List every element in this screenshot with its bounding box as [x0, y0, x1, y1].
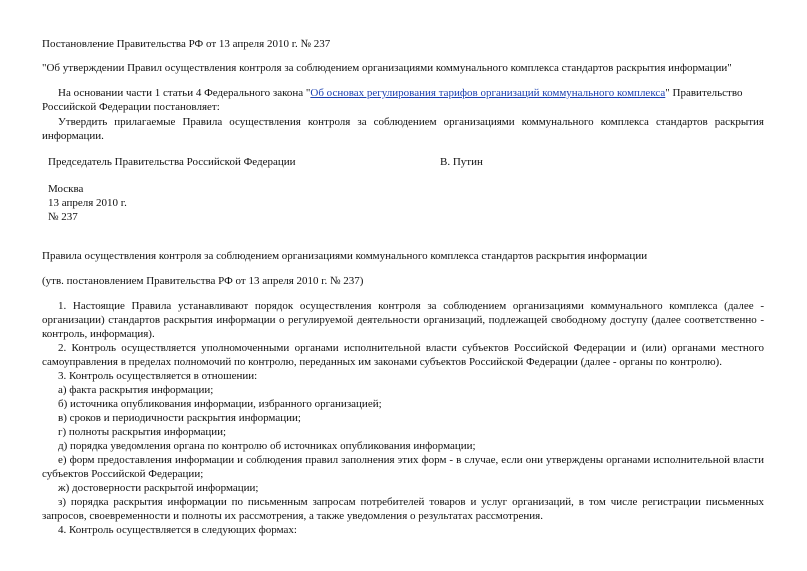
signature-name: В. Путин [440, 156, 483, 168]
place-city: Москва [48, 183, 84, 195]
rule-3: 3. Контроль осуществляется в отношении: [58, 370, 258, 382]
signature-position: Председатель Правительства Российской Федерации [48, 156, 296, 168]
rule-3-item-zh: ж) достоверности раскрытой информации; [58, 482, 259, 494]
rule-1-line-1: 1. Настоящие Правила устанавливают порядок осуществления контроля за соблюдением организациями коммунального комплекса (далее - [58, 300, 764, 312]
rule-4: 4. Контроль осуществляется в следующих формах: [58, 524, 297, 536]
place-date: 13 апреля 2010 г. [48, 197, 127, 209]
document-title: Постановление Правительства РФ от 13 апреля 2010 г. № 237 [42, 38, 331, 50]
rule-3-item-d: д) порядка уведомления органа по контролю об источниках опубликования информации; [58, 440, 476, 452]
rule-3-item-v: в) сроков и периодичности раскрытия информации; [58, 412, 301, 424]
rules-title: Правила осуществления контроля за соблюдением организациями коммунального комплекса стандартов раскрытия информации [42, 250, 648, 262]
rule-3-item-g: г) полноты раскрытия информации; [58, 426, 227, 438]
intro-paragraph-2: Утвердить прилагаемые Правила осуществления контроля за соблюдением организациями коммунального комплекса стандартов раскрытия [58, 116, 764, 128]
rule-1-line-2: организации) стандартов раскрытия информации о регулируемой деятельности организаций, подлежащей свободному доступу (далее соответственно - [42, 314, 764, 326]
rule-3-item-a: а) факта раскрытия информации; [58, 384, 214, 396]
intro-text-suffix: " Правительство [665, 87, 743, 99]
rule-3-item-e-line-1: е) форм предоставления информации и соблюдения правил заполнения этих форм - в случае, если они утверждены органами исполнительной власти [58, 454, 764, 466]
rule-3-item-z-line-1: з) порядка раскрытия информации по письменным запросам потребителей товаров и услуг организаций, в том числе регистрации письменных [58, 496, 764, 508]
rule-3-item-z-line-2: запросов, своевременности и полноты их рассмотрения, а также уведомления о результатах рассмотрения. [42, 510, 543, 522]
rule-3-item-e-line-2: субъектов Российской Федерации; [42, 468, 204, 480]
rules-approved-note: (утв. постановлением Правительства РФ от 13 апреля 2010 г. № 237) [42, 275, 364, 287]
intro-text-prefix: На основании части 1 статьи 4 Федерального закона " [58, 87, 311, 99]
intro-paragraph-1-line-2: Российской Федерации постановляет: [42, 101, 220, 113]
document-number: № 237 [48, 211, 78, 223]
rule-1-line-3: контроль, информация). [42, 328, 155, 340]
federal-law-link[interactable]: Об основах регулирования тарифов организаций коммунального комплекса [310, 87, 666, 99]
document-subtitle: "Об утверждении Правил осуществления контроля за соблюдением организациями коммунального комплекса стандартов раскрытия информации" [42, 62, 732, 74]
intro-paragraph-2-line-2: информации. [42, 130, 104, 142]
intro-paragraph-1 [58, 86, 742, 100]
rule-2-line-1: 2. Контроль осуществляется уполномоченными органами исполнительной власти субъектов Российской Федерации и (или) органами местного [58, 342, 764, 354]
rule-3-item-b: б) источника опубликования информации, избранного организацией; [58, 398, 382, 410]
rule-2-line-2: самоуправления в пределах полномочий по контролю, переданных им законами субъектов Российской Федерации (далее - органы по контролю). [42, 356, 722, 368]
